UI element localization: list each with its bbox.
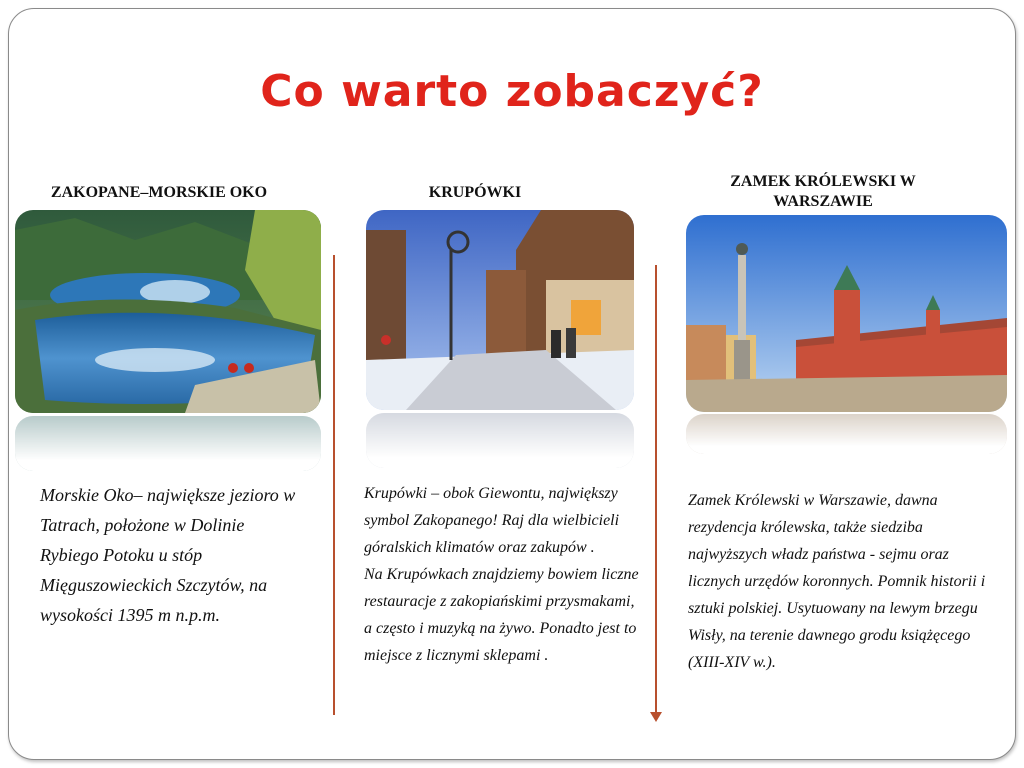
zamek-krolewski-photo	[686, 215, 1007, 412]
morskie-oko-reflection	[15, 416, 321, 471]
zamek-krolewski-description: Zamek Królewski w Warszawie, dawna rezydencja królewska, także siedziba najwyższych władz państwa - sejmu oraz licznych urzędów koronnych. Pomnik historii i sztuki polskiej. Usytuowany na lewym brzegu Wisły, na terenie dawnego grodu książęcego (XIII-XIV w.).	[688, 492, 986, 671]
divider-arrow-head	[650, 712, 662, 722]
zamek-krolewski-reflection	[686, 414, 1007, 454]
krupowki-photo	[366, 210, 634, 410]
slide-title: Co warto zobaczyć?	[260, 66, 764, 117]
morskie-oko-description: Morskie Oko– największe jezioro w Tatrach, położone w Dolinie Rybiego Potoku u stóp Mięguszowieckich Szczytów, na wysokości 1395 m n.p.m.	[40, 485, 296, 625]
morskie-oko-photo	[15, 210, 321, 413]
divider-line-left	[333, 255, 335, 715]
divider-line-right	[655, 265, 657, 715]
krupowki-reflection	[366, 413, 634, 468]
heading-krupowki: KRUPÓWKI	[428, 184, 522, 201]
heading-zamek-krolewski: ZAMEK KRÓLEWSKI W WARSZAWIE	[730, 173, 916, 210]
heading-morskie-oko: ZAKOPANE–MORSKIE OKO	[50, 184, 268, 201]
krupowki-description: Krupówki – obok Giewontu, największy symbol Zakopanego! Raj dla wielbicieli góralskich klimatów oraz zakupów . Na Krupówkach znajdziemy bowiem liczne restauracje z zakopiańskimi przysmakami, a często i muzyką na żywo. Ponadto jest to miejsce z licznymi sklepami .	[364, 485, 639, 664]
